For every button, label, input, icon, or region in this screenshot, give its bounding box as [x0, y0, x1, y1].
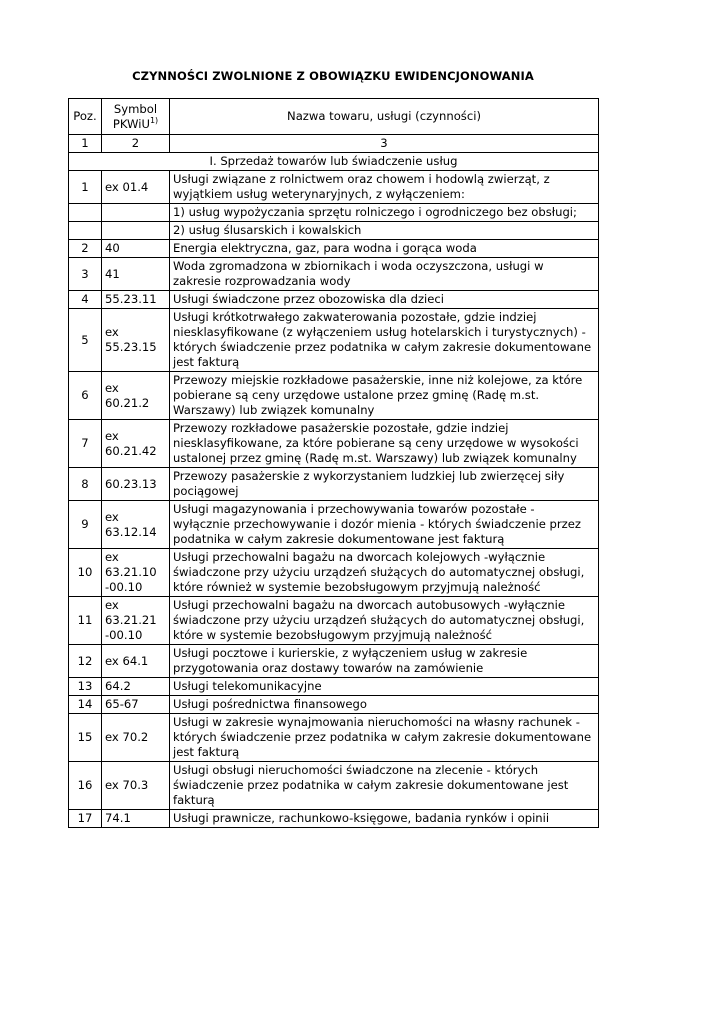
document-title: CZYNNOŚCI ZWOLNIONE Z OBOWIĄZKU EWIDENCJONOWANIA — [132, 69, 534, 83]
row-symbol: 65-67 — [102, 696, 170, 714]
row-poz: 10 — [69, 549, 102, 597]
row-name: Usługi w zakresie wynajmowania nieruchomości na własny rachunek - których świadczenie przez podatnika w całym zakresie dokumentowane jest fakturą — [170, 714, 599, 762]
table-row — [69, 696, 599, 714]
table-header-row — [69, 99, 599, 135]
row-poz: 14 — [69, 696, 102, 714]
row-poz: 6 — [69, 372, 102, 420]
row-name: Usługi przechowalni bagażu na dworcach autobusowych -wyłącznie świadczone przy użyciu urządzeń służących do automatycznej obsługi, które w systemie bezobsługowym przyjmują należność — [170, 597, 599, 645]
row-poz: 16 — [69, 762, 102, 810]
row-poz: 5 — [69, 309, 102, 372]
exemptions-table — [68, 98, 599, 828]
row-symbol: ex 63.12.14 — [102, 501, 170, 549]
table-row — [69, 204, 599, 222]
row-symbol: 41 — [102, 258, 170, 291]
column-number-row — [69, 135, 599, 153]
row-poz: 11 — [69, 597, 102, 645]
row-name: Usługi magazynowania i przechowywania towarów pozostałe - wyłącznie przechowywanie i dozór mienia - których świadczenie przez podatnika w całym zakresie dokumentowane jest fakturą — [170, 501, 599, 549]
header-name: Nazwa towaru, usługi (czynności) — [170, 99, 599, 135]
row-symbol — [102, 222, 170, 240]
column-number-1: 1 — [69, 135, 102, 153]
row-symbol: 40 — [102, 240, 170, 258]
row-symbol: ex 63.21.10 -00.10 — [102, 549, 170, 597]
row-symbol: ex 60.21.2 — [102, 372, 170, 420]
header-symbol-label: Symbol PKWiU — [112, 101, 158, 131]
row-name: Usługi pocztowe i kurierskie, z wyłączeniem usług w zakresie przygotowania oraz dostawy towarów na zamówienie — [170, 645, 599, 678]
table-row — [69, 372, 599, 420]
row-name: Woda zgromadzona w zbiornikach i woda oczyszczona, usługi w zakresie rozprowadzania wody — [170, 258, 599, 291]
row-symbol: ex 55.23.15 — [102, 309, 170, 372]
row-name: Usługi telekomunikacyjne — [170, 678, 599, 696]
table-row — [69, 171, 599, 204]
table-row — [69, 420, 599, 468]
row-poz: 8 — [69, 468, 102, 501]
row-symbol: ex 70.3 — [102, 762, 170, 810]
row-symbol: ex 01.4 — [102, 171, 170, 204]
row-poz: 17 — [69, 810, 102, 828]
table-row — [69, 678, 599, 696]
column-number-3: 3 — [170, 135, 599, 153]
table-row — [69, 291, 599, 309]
row-symbol: 64.2 — [102, 678, 170, 696]
row-poz: 2 — [69, 240, 102, 258]
row-symbol — [102, 204, 170, 222]
row-symbol: 74.1 — [102, 810, 170, 828]
row-name: Usługi prawnicze, rachunkowo-księgowe, badania rynków i opinii — [170, 810, 599, 828]
row-symbol: ex 63.21.21 -00.10 — [102, 597, 170, 645]
row-poz: 15 — [69, 714, 102, 762]
table-row — [69, 240, 599, 258]
header-poz: Poz. — [69, 99, 102, 135]
row-symbol: ex 70.2 — [102, 714, 170, 762]
table-row — [69, 501, 599, 549]
table-row — [69, 468, 599, 501]
row-name: Usługi świadczone przez obozowiska dla dzieci — [170, 291, 599, 309]
row-name: 2) usług ślusarskich i kowalskich — [170, 222, 599, 240]
row-symbol: 55.23.11 — [102, 291, 170, 309]
row-name: Usługi przechowalni bagażu na dworcach kolejowych -wyłącznie świadczone przy użyciu urządzeń służących do automatycznej obsługi, które również w systemie bezobsługowym przyjmują należność — [170, 549, 599, 597]
table-row — [69, 222, 599, 240]
row-name: Usługi pośrednictwa finansowego — [170, 696, 599, 714]
table-row — [69, 810, 599, 828]
table-row — [69, 762, 599, 810]
table-row — [69, 549, 599, 597]
row-poz: 13 — [69, 678, 102, 696]
row-poz: 12 — [69, 645, 102, 678]
row-poz: 7 — [69, 420, 102, 468]
row-poz: 9 — [69, 501, 102, 549]
column-number-2: 2 — [102, 135, 170, 153]
row-name: Przewozy rozkładowe pasażerskie pozostałe, gdzie indziej niesklasyfikowane, za które pobierane są ceny urzędowe w wysokości ustalonej przez gminę (Radę m.st. Warszawy) lub związek komunalny — [170, 420, 599, 468]
row-name: Usługi obsługi nieruchomości świadczone na zlecenie - których świadczenie przez podatnika w całym zakresie dokumentowane jest fakturą — [170, 762, 599, 810]
row-name: Energia elektryczna, gaz, para wodna i gorąca woda — [170, 240, 599, 258]
section-title: I. Sprzedaż towarów lub świadczenie usług — [69, 153, 599, 171]
table-row — [69, 714, 599, 762]
row-name: Przewozy miejskie rozkładowe pasażerskie, inne niż kolejowe, za które pobierane są ceny urzędowe ustalone przez gminę (Radę m.st. Warszawy) lub związek komunalny — [170, 372, 599, 420]
row-name: Przewozy pasażerskie z wykorzystaniem ludzkiej lub zwierzęcej siły pociągowej — [170, 468, 599, 501]
row-name: 1) usług wypożyczania sprzętu rolniczego i ogrodniczego bez obsługi; — [170, 204, 599, 222]
row-symbol: ex 64.1 — [102, 645, 170, 678]
row-symbol: ex 60.21.42 — [102, 420, 170, 468]
row-poz — [69, 222, 102, 240]
table-row — [69, 597, 599, 645]
row-poz: 1 — [69, 171, 102, 204]
row-name: Usługi związane z rolnictwem oraz chowem i hodowlą zwierząt, z wyjątkiem usług weterynaryjnych, z wyłączeniem: — [170, 171, 599, 204]
table-row — [69, 258, 599, 291]
header-symbol — [102, 99, 170, 135]
row-poz — [69, 204, 102, 222]
table-row — [69, 645, 599, 678]
row-poz: 4 — [69, 291, 102, 309]
table-row — [69, 309, 599, 372]
section-row — [69, 153, 599, 171]
row-symbol: 60.23.13 — [102, 468, 170, 501]
row-name: Usługi krótkotrwałego zakwaterowania pozostałe, gdzie indziej niesklasyfikowane (z wyłączeniem usług hotelarskich i turystycznych) - których świadczenie przez podatnika w całym zakresie dokumentowane jest fakturą — [170, 309, 599, 372]
row-poz: 3 — [69, 258, 102, 291]
header-symbol-footnote: 1) — [149, 115, 159, 125]
